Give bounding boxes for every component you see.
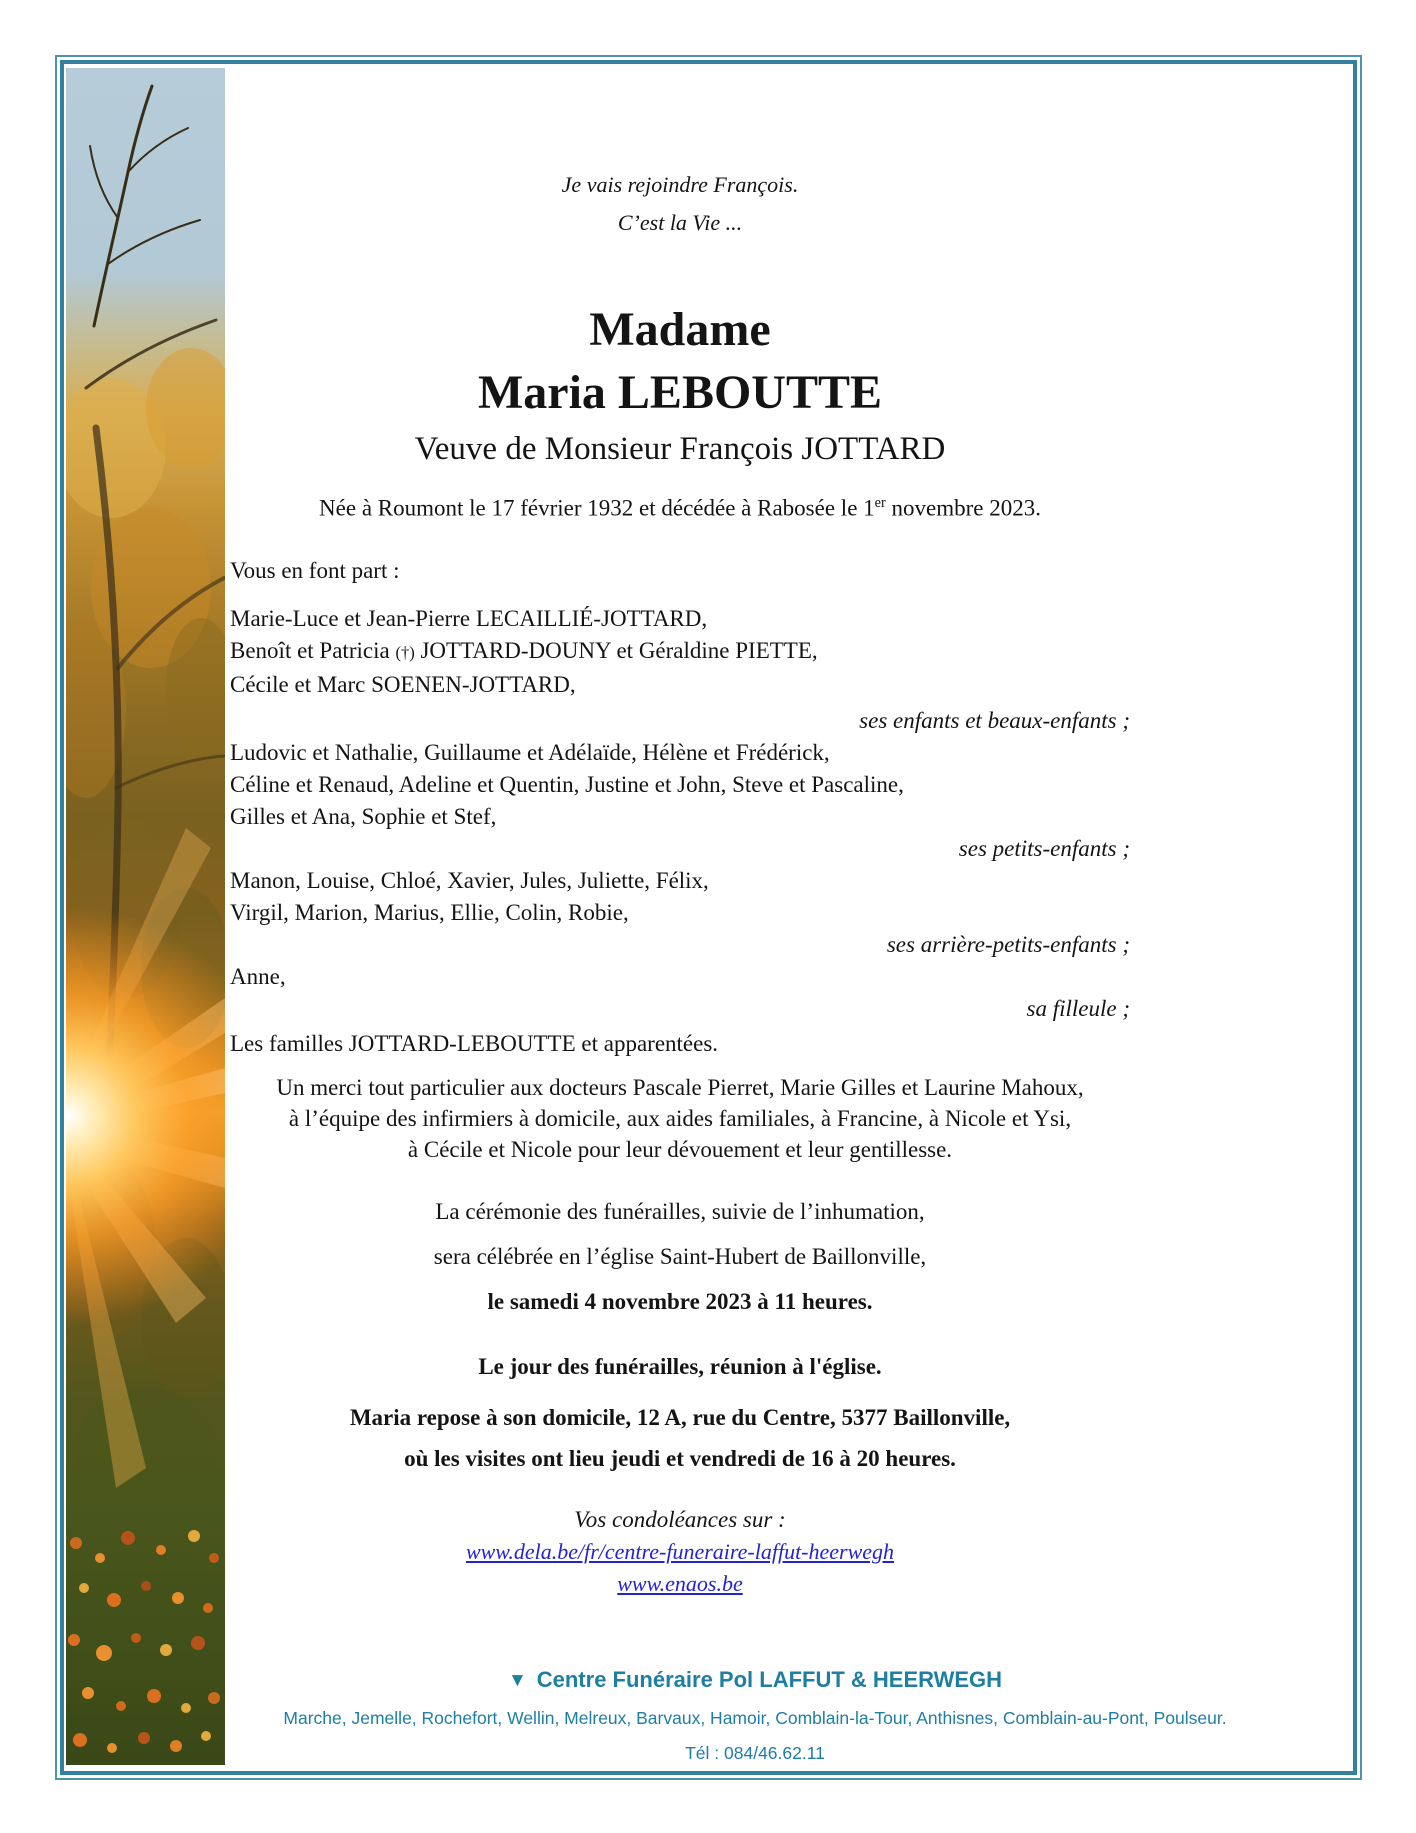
birth-death-post: novembre 2023. — [885, 495, 1041, 521]
children-line-2 — [230, 635, 1130, 669]
visitation-line-1: Maria repose à son domicile, 12 A, rue du Centre, 5377 Baillonville, — [349, 1404, 1011, 1430]
families-line: Les familles JOTTARD-LEBOUTTE et apparentées. — [230, 1030, 719, 1056]
thanks-paragraph — [230, 1072, 1130, 1165]
grandchildren-line-1: Ludovic et Nathalie, Guillaume et Adélaïde, Hélène et Frédérick, — [230, 739, 830, 765]
children-line-3: Cécile et Marc SOENEN-JOTTARD, — [230, 671, 576, 697]
ceremony-line-1: La cérémonie des funérailles, suivie de l’inhumation, — [435, 1198, 925, 1224]
epigraph-line-2: C’est la Vie ... — [617, 210, 743, 235]
funeral-home-name-line — [170, 1662, 1340, 1700]
great-grandchildren-list — [230, 865, 1130, 929]
announcement-body — [230, 150, 1130, 1600]
funeral-home-phone: Tél : 084/46.62.11 — [685, 1743, 825, 1763]
great-grandchildren-label: ses arrière-petits-enfants ; — [886, 931, 1130, 957]
condolences-link-enaos[interactable]: www.enaos.be — [617, 1570, 743, 1596]
reunion-line: Le jour des funérailles, réunion à l'église. — [478, 1353, 882, 1379]
title-honorific: Madame — [589, 303, 771, 356]
thanks-line-1: Un merci tout particulier aux docteurs Pascale Pierret, Marie Gilles et Laurine Mahoux, — [276, 1074, 1084, 1100]
ceremony-line-2: sera célébrée en l’église Saint-Hubert de Baillonville, — [433, 1243, 927, 1269]
grandchildren-label: ses petits-enfants ; — [958, 835, 1130, 861]
grandchildren-list — [230, 737, 1130, 833]
condolences-link-dela[interactable]: www.dela.be/fr/centre-funeraire-laffut-heerwegh — [465, 1538, 895, 1564]
announcement-line: Vous en font part : — [230, 557, 400, 583]
funeral-home-name: Centre Funéraire Pol LAFFUT & HEERWEGH — [536, 1667, 1003, 1692]
goddaughter-label: sa filleule ; — [1026, 995, 1130, 1021]
great-grandchildren-line-2: Virgil, Marion, Marius, Ellie, Colin, Robie, — [230, 899, 629, 925]
condolences-block — [230, 1503, 1130, 1600]
funeral-home-towns: Marche, Jemelle, Rochefort, Wellin, Melreux, Barvaux, Hamoir, Comblain-la-Tour, Anthisnes, Comblain-au-Pont, Poulseur. — [283, 1708, 1227, 1728]
epigraph — [230, 150, 1130, 242]
triangle-down-icon: ▼ — [507, 1670, 527, 1691]
dagger-symbol: (†) — [395, 642, 415, 662]
autumn-photo-graphic — [66, 68, 225, 1765]
children-list — [230, 603, 1130, 701]
birth-death-pre: Née à Roumont le 17 février 1932 et décédée à Rabosée le 1 — [319, 495, 875, 521]
funeral-home-footer — [170, 1662, 1340, 1770]
children-line-2-pre: Benoît et Patricia — [230, 637, 396, 663]
grandchildren-line-3: Gilles et Ana, Sophie et Stef, — [230, 803, 497, 829]
thanks-line-3: à Cécile et Nicole pour leur dévouement et leur gentillesse. — [407, 1136, 953, 1162]
condolences-label: Vos condoléances sur : — [574, 1506, 786, 1532]
deceased-name: Maria LEBOUTTE — [477, 366, 883, 419]
children-line-1: Marie-Luce et Jean-Pierre LECAILLIÉ-JOTTARD, — [230, 605, 708, 631]
great-grandchildren-line-1: Manon, Louise, Chloé, Xavier, Jules, Juliette, Félix, — [230, 867, 709, 893]
ceremony-paragraph — [230, 1189, 1130, 1324]
goddaughter-line: Anne, — [230, 963, 286, 989]
title-block — [230, 298, 1130, 424]
epigraph-line-1: Je vais rejoindre François. — [561, 172, 799, 197]
visitation-line-2: où les visites ont lieu jeudi et vendredi de 16 à 20 heures. — [404, 1445, 956, 1471]
children-line-2-post: JOTTARD-DOUNY et Géraldine PIETTE, — [414, 637, 818, 663]
visitation-paragraph — [230, 1397, 1130, 1479]
sun-glow — [66, 906, 225, 1326]
children-label: ses enfants et beaux-enfants ; — [859, 707, 1130, 733]
thanks-line-2: à l’équipe des infirmiers à domicile, aux aides familiales, à Francine, à Nicole et Ysi, — [288, 1105, 1072, 1131]
autumn-photo — [66, 68, 225, 1765]
birth-death-superscript: er — [874, 495, 886, 511]
birth-death-line — [230, 484, 1130, 528]
title-subtitle: Veuve de Monsieur François JOTTARD — [414, 431, 946, 467]
ceremony-datetime: le samedi 4 novembre 2023 à 11 heures. — [487, 1288, 873, 1314]
grandchildren-line-2: Céline et Renaud, Adeline et Quentin, Justine et John, Steve et Pascaline, — [230, 771, 904, 797]
